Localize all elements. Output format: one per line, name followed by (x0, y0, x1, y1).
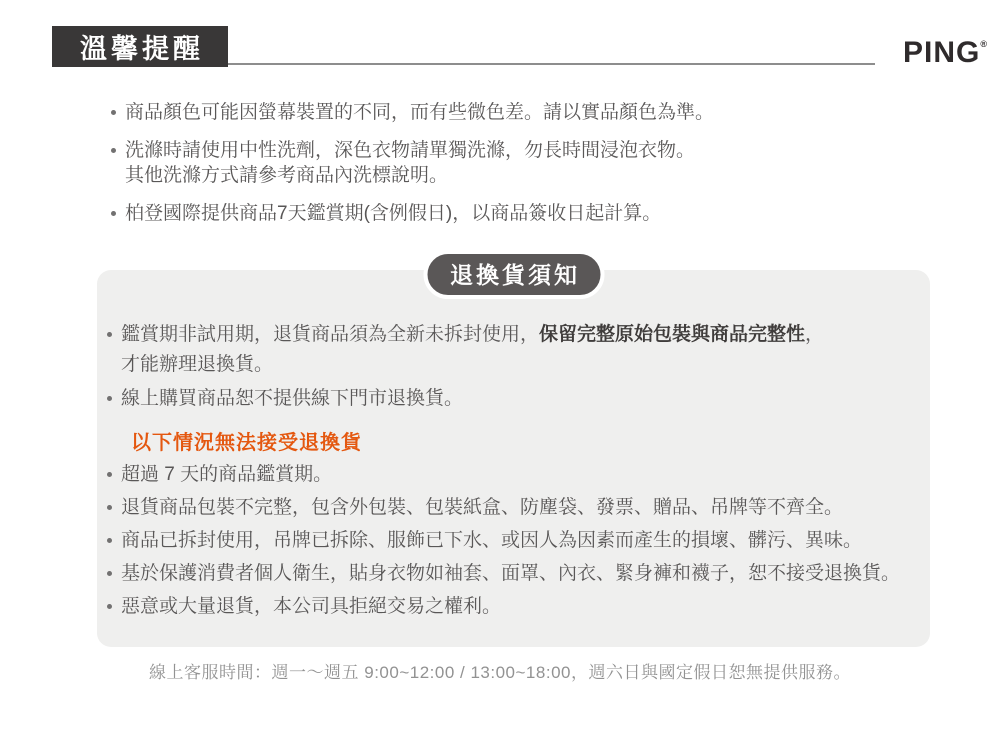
return-policy-title-pill: 退換貨須知 (423, 250, 604, 299)
list-item (107, 526, 902, 556)
bullet-dot-icon (107, 604, 112, 609)
registered-mark-icon: ® (980, 39, 988, 49)
header (0, 0, 1000, 96)
ping-logo-text: PING (903, 36, 981, 69)
list-item (107, 384, 902, 414)
list-item (107, 460, 902, 490)
bullet-dot-icon (111, 211, 116, 216)
bullet-line: 鑑賞期非試用期，退貨商品須為全新未拆封使用， (121, 324, 540, 345)
warning-title: 以下情況無法接受退換貨 (131, 432, 362, 454)
bullet-line: 洗滌時請使用中性洗劑，深色衣物請單獨洗滌，勿長時間浸泡衣物。 (125, 140, 696, 161)
bullet-text: 基於保護消費者個人衛生，貼身衣物如袖套、面罩、內衣、緊身褲和襪子，恕不接受退換貨。 (121, 563, 901, 584)
highlighted-text: 保留完整原始包裝與商品完整性 (539, 324, 806, 345)
list-item (107, 592, 902, 622)
list-item (107, 493, 902, 523)
bullet-text (121, 320, 824, 380)
list-item (107, 320, 902, 380)
bullet-dot-icon (107, 472, 112, 477)
header-rule (226, 63, 875, 65)
service-hours: 線上客服時間：週一～週五 9:00~12:00 / 13:00~18:00，週六日與國定假日恕無提供服務。 (149, 663, 851, 682)
bullet-dot-icon (107, 396, 112, 401)
list-item (111, 201, 1000, 226)
bullet-line: 柏登國際提供商品7天鑑賞期(含例假日)，以商品簽收日起計算。 (125, 203, 662, 224)
bullet-line: ， (805, 324, 825, 345)
list-item (111, 100, 1000, 125)
bullet-text: 惡意或大量退貨，本公司具拒絕交易之權利。 (121, 596, 502, 617)
bullet-dot-icon (111, 110, 116, 115)
bullet-text: 商品已拆封使用，吊牌已拆除、服飾已下水、或因人為因素而產生的損壞、髒污、異味。 (121, 530, 863, 551)
intro-list (111, 100, 1000, 226)
ping-logo (903, 38, 988, 68)
warning-list (107, 460, 902, 622)
bullet-text: 超過 7 天的商品鑑賞期。 (121, 464, 333, 485)
bullet-text: 線上購買商品恕不提供線下門市退換貨。 (121, 388, 464, 409)
bullet-line: 才能辦理退換貨。 (121, 354, 274, 375)
bullet-line: 商品顏色可能因螢幕裝置的不同，而有些微色差。請以實品顏色為準。 (125, 102, 715, 123)
bullet-text: 退貨商品包裝不完整，包含外包裝、包裝紙盒、防塵袋、發票、贈品、吊牌等不齊全。 (121, 497, 844, 518)
bullet-dot-icon (107, 332, 112, 337)
bullet-dot-icon (107, 505, 112, 510)
bullet-text (125, 100, 714, 125)
return-policy-list (107, 320, 902, 414)
bullet-dot-icon (107, 538, 112, 543)
page-title: 溫馨提醒 (52, 26, 228, 67)
bullet-dot-icon (111, 148, 116, 153)
bullet-text (125, 201, 661, 226)
return-policy-box (97, 262, 930, 647)
bullet-dot-icon (107, 571, 112, 576)
list-item (107, 559, 902, 589)
list-item (111, 138, 1000, 188)
bullet-text (125, 138, 695, 188)
bullet-line: 其他洗滌方式請參考商品內洗標說明。 (125, 165, 449, 186)
